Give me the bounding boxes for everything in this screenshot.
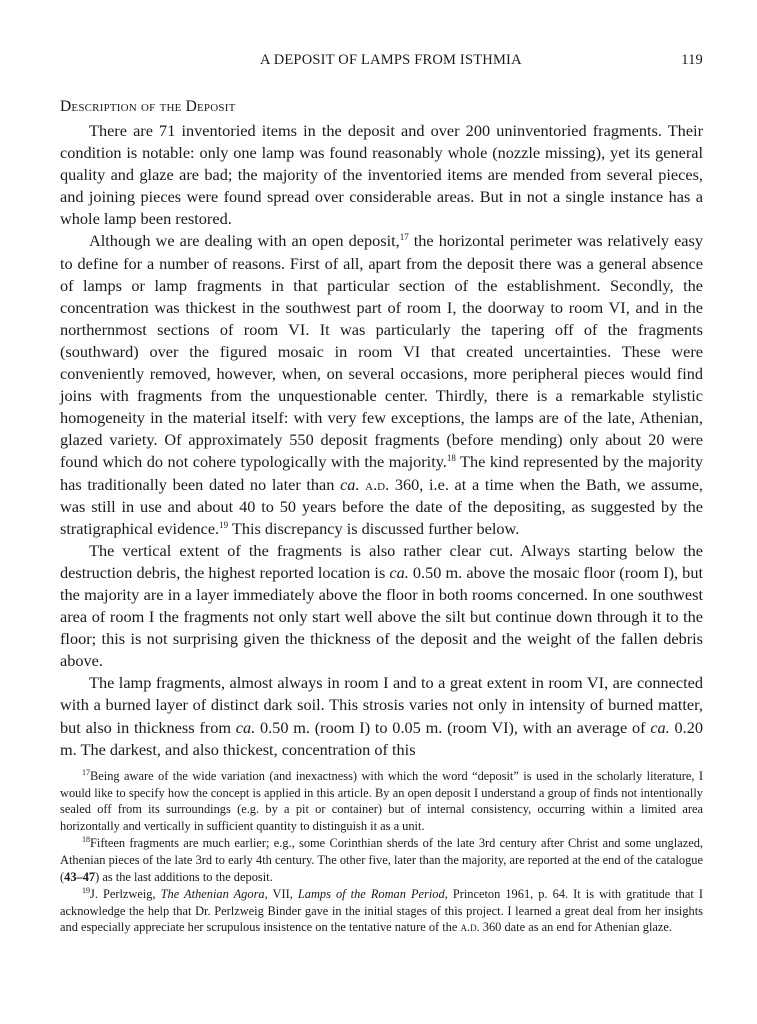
footnote-number: 19 [82,886,90,896]
footnote-number: 18 [82,835,90,845]
paragraph-4: The lamp fragments, almost always in room I and to a great extent in room VI, are connected with a burned layer of distinct dark soil. This strosis varies not only in intensity of burned matter, but also in thickness from ca. 0.50 m. (room I) to 0.05 m. (room VI), with an average of ca. 0.20 m. The darkest, and also thickest, concentration of this [60,673,704,759]
footnote-17: $^{17}$Being aware of the wide variation (and inexactness) with which the word “deposit” is used in the scholarly literature, I would like to specify how the concept is applied in this article. By an open deposit I understand a group of finds not intentionally sealed off from its surroundings (e.g. by a pit or container) but of internal consistency, occurring within a limited area horizontally and vertically in sufficient quantity to distinguish it as a unit. [60,768,703,833]
footnotes [60,768,703,937]
footnote-ref-17[interactable]: 17 [399,232,409,243]
running-title: A DEPOSIT OF LAMPS FROM ISTHMIA [260,52,522,68]
section-heading: Description of the Deposit [60,98,236,115]
body-text [60,120,703,761]
footnote-ref-18[interactable]: 18 [446,453,456,464]
footnote-number: 17 [82,768,90,777]
running-header [60,52,703,76]
footnote-ref-19[interactable]: 19 [219,519,229,530]
paragraph-1: There are 71 inventoried items in the deposit and over 200 uninventoried fragments. Their condition is notable: only one lamp was found reasonably whole (nozzle missing), yet its general quality and glaze are bad; the majority of the inventoried items are mended from several pieces, and joining pieces were found spread over considerable areas. But in not a single instance has a whole lamp been restored. [60,121,703,229]
catalogue-reference: 43–47 [64,869,96,884]
paragraph-3: The vertical extent of the fragments is also rather clear cut. Always starting below the destruction debris, the highest reported location is ca. 0.50 m. above the mosaic floor (room I), but the majority are in a layer immediately above the floor in both rooms concerned. In one southwest area of room I the fragments not only start well above the silt but continue down through it to the floor; this is not surprising given the thickness of the deposit and the weight of the fallen debris above. [60,540,703,671]
page [60,52,703,761]
footnote-18: $^{18}$Fifteen fragments are much earlier; e.g., some Corinthian sherds of the late 3rd century after Christ and some unglazed, Athenian pieces of the late 3rd to early 4th century. The other five, later than the majority, are reported at the end of the catalogue (43–47) as the last additions to the deposit. [60,835,703,884]
page-number: 119 [681,52,703,68]
footnote-19: $^{19}$J. Perlzweig, The Athenian Agora, VII, Lamps of the Roman Period, Princeton 1961, p. 64. It is with gratitude that I acknowledge the help that Dr. Perlzweig Binder gave in the initial stages of this project. I learned a great deal from her insights and especially appreciate her scrupulous insistence on the tentative nature of the a.d. 360 date as an end for Athenian glaze. [60,886,703,935]
paragraph-2: Although we are dealing with an open deposit,$^{17}$ the horizontal perimeter was relatively easy to define for a number of reasons. First of all, apart from the deposit there was a general absence of lamps or lamp fragments in that particular section of the establishment. Secondly, the concentration was thickest in the southwest part of room I, the doorway to room VI, and in the northernmost sections of room VI. It was particularly the tapering off of the fragments (southward) over the figured mosaic in room VI that created uncertainties. These were conveniently removed, however, when, on several occasions, more peripheral pieces would find joins with fragments from the unquestionable center. Thirdly, there is a remarkable stylistic homogeneity in the material itself: with very few exceptions, the lamps are of the late, Athenian, glazed variety. Of approximately 550 deposit fragments (before mending) only about 20 were found which do not cohere typologically with the majority.$^{18}$ The kind represented by the majority has traditionally been dated no later than ca. a.d. 360, i.e. at a time when the Bath, we assume, was still in use and about 40 to 50 years before the date of the depositing, as suggested by the stratigraphical evidence.$^{19}$ This discrepancy is discussed further below. [60,231,704,538]
